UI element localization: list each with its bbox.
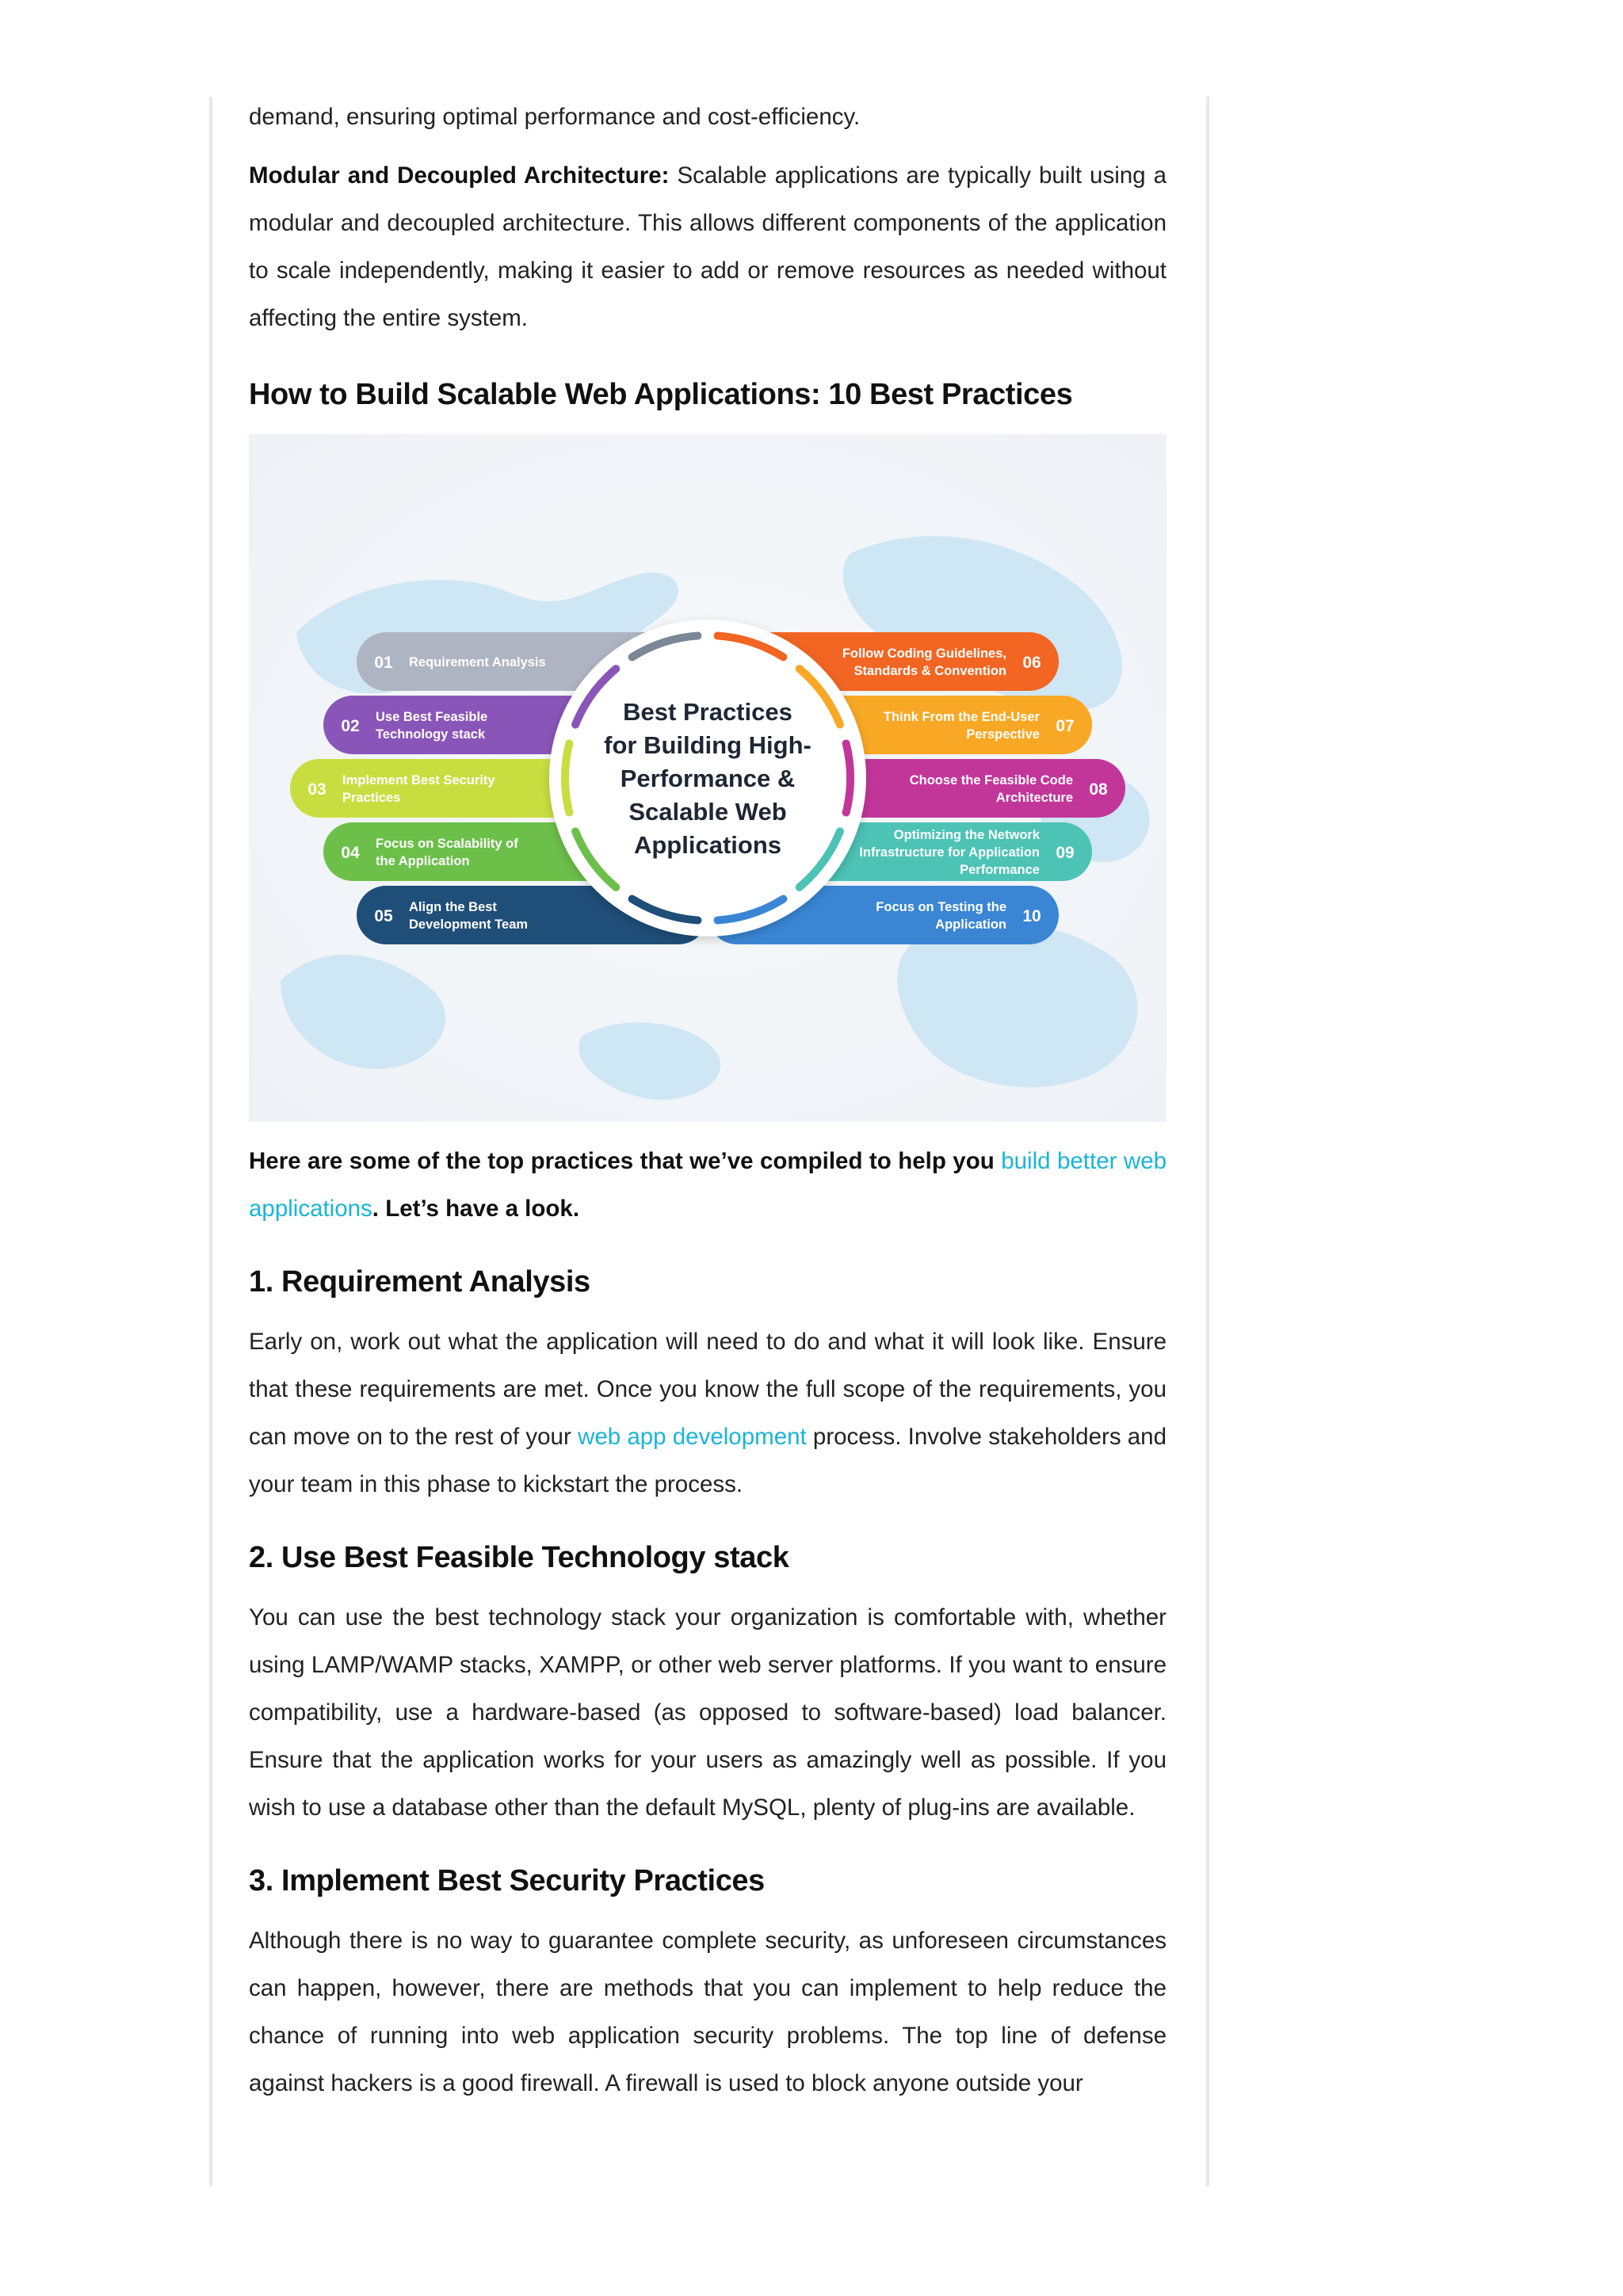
after-figure-text-after: . Let’s have a look. xyxy=(372,1196,580,1222)
practice-label: Optimizing the Network xyxy=(893,828,1040,842)
center-title-line: Performance & xyxy=(620,765,796,792)
center-title-line: Applications xyxy=(633,831,782,859)
section-1-heading: 1. Requirement Analysis xyxy=(249,1265,590,1299)
practice-label: Focus on Testing the xyxy=(876,900,1006,914)
infographic-svg xyxy=(249,434,1167,1122)
practice-label: Perspective xyxy=(966,727,1040,742)
practice-number: 02 xyxy=(341,717,360,735)
practice-label: Use Best Feasible xyxy=(376,710,488,724)
practice-number: 10 xyxy=(1022,907,1041,925)
practice-number: 09 xyxy=(1056,844,1075,862)
practice-label: Infrastructure for Application xyxy=(859,845,1040,860)
practice-label: Choose the Feasible Code xyxy=(909,773,1073,788)
practice-label: Architecture xyxy=(995,791,1073,805)
ring-segment xyxy=(565,743,569,812)
practice-label: Think From the End-User xyxy=(883,710,1040,724)
practice-label: Standards & Convention xyxy=(854,664,1006,678)
section-2-paragraph: You can use the best technology stack your organization is comfortable with, whether using LAMP/WAMP stacks, XAMPP, or other web server platforms. If you want to ensure compatibility, use a hardware-based (as opposed to software-based) load balancer. Ensure that the application works for your users as amazingly well as possible. If you wish to use a database other than the default MySQL, plenty of plug-ins are available. xyxy=(249,1604,1167,1821)
section-1-text-before: Early on, work out what the application will need to do and what it will look like. Ensure that these requirements are met. Once you know the full scope of the requirements, you can move on to the rest of your xyxy=(249,1329,1167,1450)
practice-label: Performance xyxy=(960,863,1040,877)
left-border-rule xyxy=(209,97,212,2187)
practice-label: Practices xyxy=(342,791,401,805)
center-title xyxy=(604,698,812,859)
section-2-heading: 2. Use Best Feasible Technology stack xyxy=(249,1541,789,1574)
practice-number: 08 xyxy=(1089,780,1108,799)
main-heading: How to Build Scalable Web Applications: 10 Best Practices xyxy=(249,378,1073,411)
practice-label: Follow Coding Guidelines, xyxy=(842,646,1006,661)
practice-label: Implement Best Security xyxy=(342,773,495,788)
modular-paragraph xyxy=(249,152,1167,342)
section-3-heading: 3. Implement Best Security Practices xyxy=(249,1864,765,1897)
intro-line: demand, ensuring optimal performance and cost-efficiency. xyxy=(249,104,861,130)
center-title-line: for Building High- xyxy=(604,731,812,759)
practice-label: Application xyxy=(935,917,1006,932)
section-1-text-after: process. Involve stakeholders and your team in this phase to kickstart the process. xyxy=(249,1424,1167,1497)
right-border-rule xyxy=(1206,97,1209,2187)
article-body xyxy=(249,93,1167,2107)
section-1-paragraph xyxy=(249,1318,1167,1508)
modular-label: Modular and Decoupled Architecture: xyxy=(249,162,670,189)
practice-label: Align the Best xyxy=(409,900,497,914)
practice-label: Technology stack xyxy=(376,727,486,742)
practice-number: 04 xyxy=(341,844,360,862)
best-practices-infographic xyxy=(249,434,1167,1122)
center-title-line: Scalable Web xyxy=(628,798,787,826)
practice-number: 05 xyxy=(374,907,393,925)
section-3-paragraph: Although there is no way to guarantee complete security, as unforeseen circumstances can happen, however, there are methods that you can implement to help reduce the chance of running into web application security problems. The top line of defense against hackers is a good firewall. A firewall is used to block anyone outside your xyxy=(249,1928,1167,2096)
practice-number: 03 xyxy=(307,780,327,799)
practice-label: Focus on Scalability of xyxy=(376,837,518,851)
practice-number: 01 xyxy=(374,654,393,672)
build-better-web-apps-link[interactable]: build better web applications xyxy=(249,1148,1167,1222)
ring-segment xyxy=(846,743,850,812)
web-app-development-link[interactable]: web app development xyxy=(578,1424,807,1450)
practice-label: Requirement Analysis xyxy=(409,655,546,669)
after-figure-paragraph xyxy=(249,1138,1167,1233)
practice-label: Development Team xyxy=(409,917,529,932)
after-figure-text-before: Here are some of the top practices that we’ve compiled to help you xyxy=(249,1148,1002,1174)
modular-text: Scalable applications are typically built using a modular and decoupled architecture. This allows different components of the application to scale independently, making it easier to add or remove resources as needed without affecting the entire system. xyxy=(249,162,1167,331)
practice-number: 07 xyxy=(1056,717,1075,735)
practice-label: the Application xyxy=(376,854,470,868)
practice-number: 06 xyxy=(1022,654,1041,672)
center-title-line: Best Practices xyxy=(623,698,792,726)
